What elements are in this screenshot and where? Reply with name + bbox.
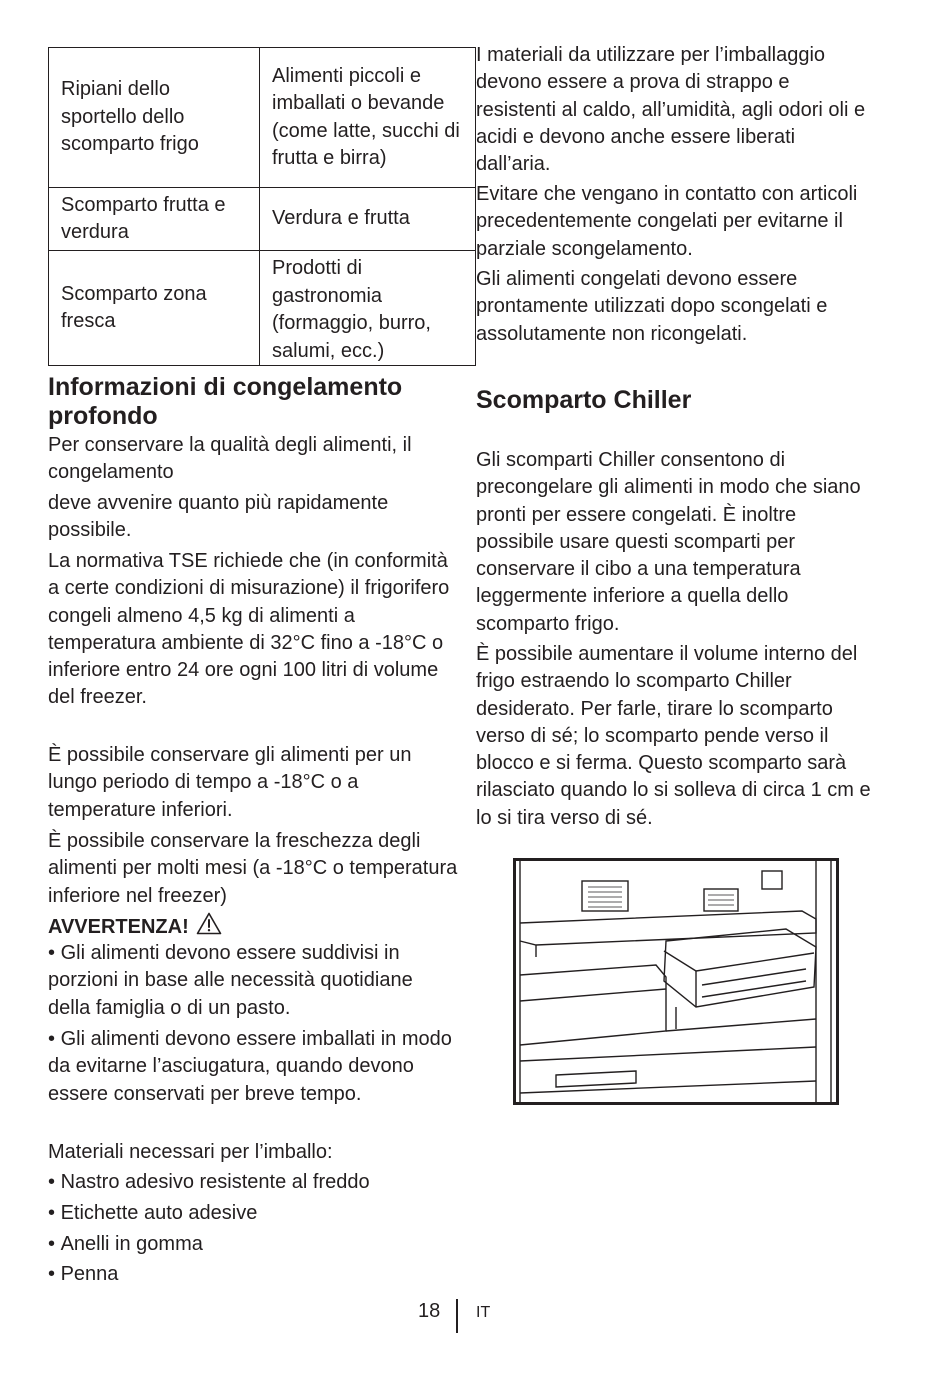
paragraph: Materiali necessari per l’imballo: xyxy=(48,1141,333,1163)
warning-bullet: • Gli alimenti devono essere suddivisi in porzioni in base alle necessità quotidiane della famiglia o di un pasto. xyxy=(48,940,458,1022)
table-row xyxy=(49,251,476,366)
paragraph: Evitare che vengano in contatto con articoli precedentemente congelati per evitarne il parziale scongelamento. xyxy=(476,183,858,260)
language-code: IT xyxy=(476,1304,491,1321)
materials-item: • Nastro adesivo resistente al freddo xyxy=(48,1169,458,1196)
paragraph: È possibile aumentare il volume interno del frigo estraendo lo scomparto Chiller desiderato. Per farle, tirare lo scomparto verso di sé; lo scomparto pende verso il blocco e si ferma. Questo scomparto sarà rilasciato quando lo si solleva di circa 1 cm e lo si tira verso di sé. xyxy=(476,643,871,829)
storage-zones-table xyxy=(48,47,476,366)
fridge-interior-drawing xyxy=(516,861,836,1102)
paragraph: deve avvenire quanto più rapidamente possibile. xyxy=(48,492,389,542)
materials-item: • Etichette auto adesive xyxy=(48,1200,458,1227)
warning-triangle-icon xyxy=(196,912,222,935)
paragraph: Gli alimenti congelati devono essere prontamente utilizzati dopo scongelati e assolutamente non ricongelati. xyxy=(476,268,828,345)
table-cell-food: Prodotti di gastronomia (formaggio, burro, salumi, ecc.) xyxy=(260,251,476,366)
paragraph: I materiali da utilizzare per l’imballaggio devono essere a prova di strappo e resistenti al caldo, all’umidità, agli odori oli e acidi e devono anche essere liberati dall’aria. xyxy=(476,44,866,176)
paragraph: Per conservare la qualità degli alimenti, il congelamento xyxy=(48,434,412,484)
paragraph: È possibile conservare gli alimenti per un lungo periodo di tempo a -18°C o a temperature inferiori. xyxy=(48,744,412,821)
table-cell-food: Alimenti piccoli e imballati o bevande (come latte, succhi di frutta e birra) xyxy=(260,48,476,188)
section-heading-deep-freeze: Informazioni di congelamento profondo xyxy=(48,373,403,430)
paragraph: La normativa TSE richiede che (in conformità a certe condizioni di misurazione) il frigorifero congeli almeno 4,5 kg di alimenti a temperatura ambiente di 32°C fino a -18°C o inferiore entro 24 ore ogni 100 litri di volume del freezer. xyxy=(48,550,450,709)
chiller-compartment-illustration xyxy=(513,858,839,1105)
table-row xyxy=(49,188,476,251)
footer-divider xyxy=(456,1299,458,1333)
table-cell-area: Scomparto zona fresca xyxy=(49,251,260,366)
paragraph: È possibile conservare la freschezza degli alimenti per molti mesi (a -18°C o temperatura inferiore nel freezer) xyxy=(48,830,458,907)
table-cell-food: Verdura e frutta xyxy=(260,188,476,251)
paragraph: Gli scomparti Chiller consentono di precongelare gli alimenti in modo che siano pronti per essere congelati. È inoltre possibile usare questi scomparti per conservare il cibo a una temperatura leggermente inferiore a quella dello scomparto frigo. xyxy=(476,449,861,635)
page-number: 18 xyxy=(418,1300,441,1322)
table-row xyxy=(49,48,476,188)
materials-item: • Penna xyxy=(48,1261,458,1288)
warning-label xyxy=(48,912,222,939)
materials-item: • Anelli in gomma xyxy=(48,1231,458,1258)
section-heading-chiller: Scomparto Chiller xyxy=(476,386,692,414)
table-cell-area: Ripiani dello sportello dello scomparto frigo xyxy=(49,48,260,188)
warning-text: AVVERTENZA! xyxy=(48,916,189,938)
warning-bullet: • Gli alimenti devono essere imballati in modo da evitarne l’asciugatura, quando devono essere conservati per breve tempo. xyxy=(48,1026,458,1108)
table-cell-area: Scomparto frutta e verdura xyxy=(49,188,260,251)
